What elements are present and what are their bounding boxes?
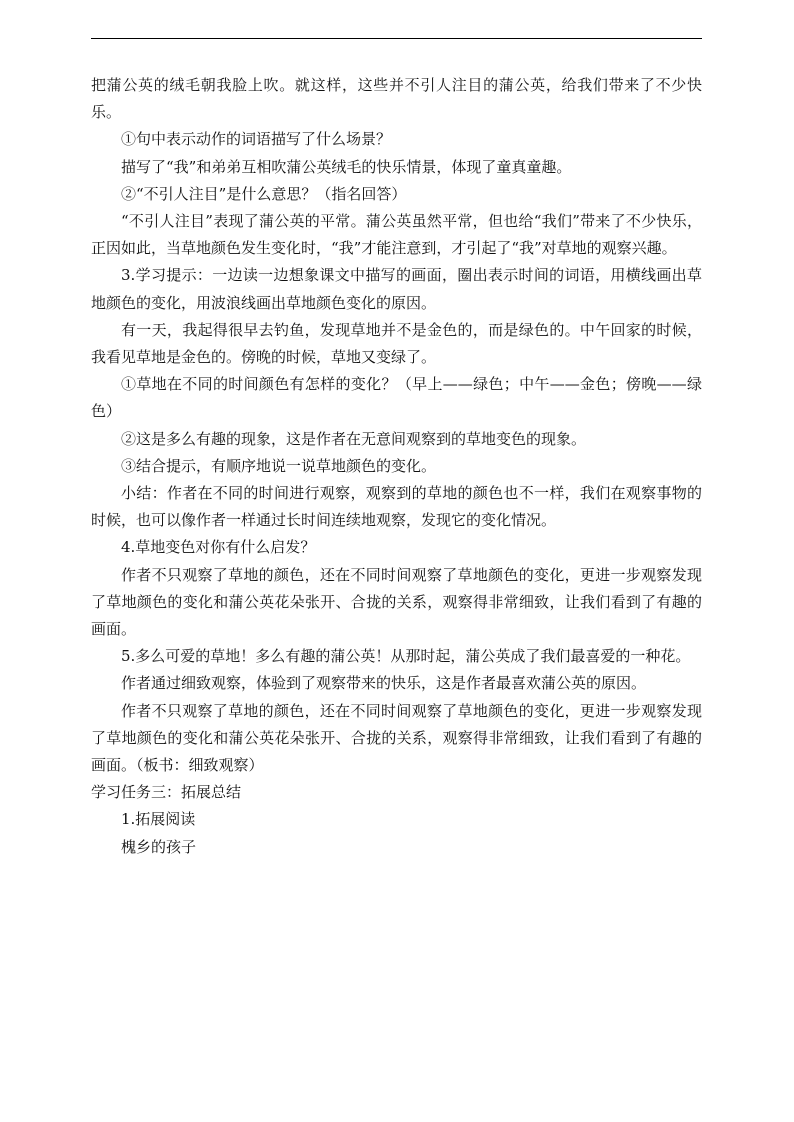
excerpt-lovely-grass: 5.多么可爱的草地！多么有趣的蒲公英！从那时起，蒲公英成了我们最喜爱的一种花。 [121, 647, 691, 666]
answer-1: 描写了“我”和弟弟互相吹蒲公英绒毛的快乐情景，体现了童真童趣。 [121, 157, 572, 176]
question-color-change: ①草地在不同的时间颜色有怎样的变化？（早上——绿色；中午——金色；傍晚——绿色） [91, 375, 702, 421]
reason-note: 作者通过细致观察，体验到了观察带来的快乐，这是作者最喜欢蒲公英的原因。 [121, 674, 647, 693]
question-inspiration: 4.草地变色对你有什么启发？ [121, 538, 316, 557]
text-excerpt: 有一天，我起得很早去钓鱼，发现草地并不是金色的，而是绿色的。中午回家的时候，我看见草地是金色的。傍晚的时候，草地又变绿了。 [91, 320, 702, 367]
task-heading: 学习任务三：拓展总结 [91, 783, 242, 802]
question-1: ①句中表示动作的词语描写了什么场景？ [121, 130, 392, 149]
learning-tip: 3.学习提示：一边读一边想象课文中描写的画面，圈出表示时间的词语，用横线画出草地颜色的变化，用波浪线画出草地颜色变化的原因。 [91, 266, 702, 312]
extended-reading-heading: 1.拓展阅读 [121, 810, 196, 829]
header-rule [91, 38, 702, 39]
paragraph-continuation: 把蒲公英的绒毛朝我脸上吹。就这样，这些并不引人注目的蒲公英，给我们带来了不少快乐。 [91, 76, 702, 122]
question-2: ②“不引人注目”是什么意思？（指名回答） [121, 184, 407, 203]
retell-prompt: ③结合提示，有顺序地说一说草地颜色的变化。 [121, 456, 437, 475]
summary: 小结：作者在不同的时间进行观察，观察到的草地的颜色也不一样，我们在观察事物的时候，也可以像作者一样通过长时间连续地观察，发现它的变化情况。 [91, 484, 702, 530]
answer-2: “不引人注目”表现了蒲公英的平常。蒲公英虽然平常，但也给“我们”带来了不少快乐，正因如此，当草地颜色发生变化时，“我”才能注意到，才引起了“我”对草地的观察兴趣。 [91, 212, 702, 258]
document-body [91, 72, 702, 861]
answer-inspiration: 作者不只观察了草地的颜色，还在不同时间观察了草地颜色的变化，更进一步观察发现了草地颜色的变化和蒲公英花朵张开、合拢的关系，观察得非常细致，让我们看到了有趣的画面。 [91, 565, 702, 639]
board-note: 作者不只观察了草地的颜色，还在不同时间观察了草地颜色的变化，更进一步观察发现了草地颜色的变化和蒲公英花朵张开、合拢的关系，观察得非常细致，让我们看到了有趣的画面。（板书：细致观察） [91, 701, 702, 775]
reading-title: 槐乡的孩子 [121, 837, 197, 856]
observation-note: ②这是多么有趣的现象，这是作者在无意间观察到的草地变色的现象。 [121, 429, 587, 448]
